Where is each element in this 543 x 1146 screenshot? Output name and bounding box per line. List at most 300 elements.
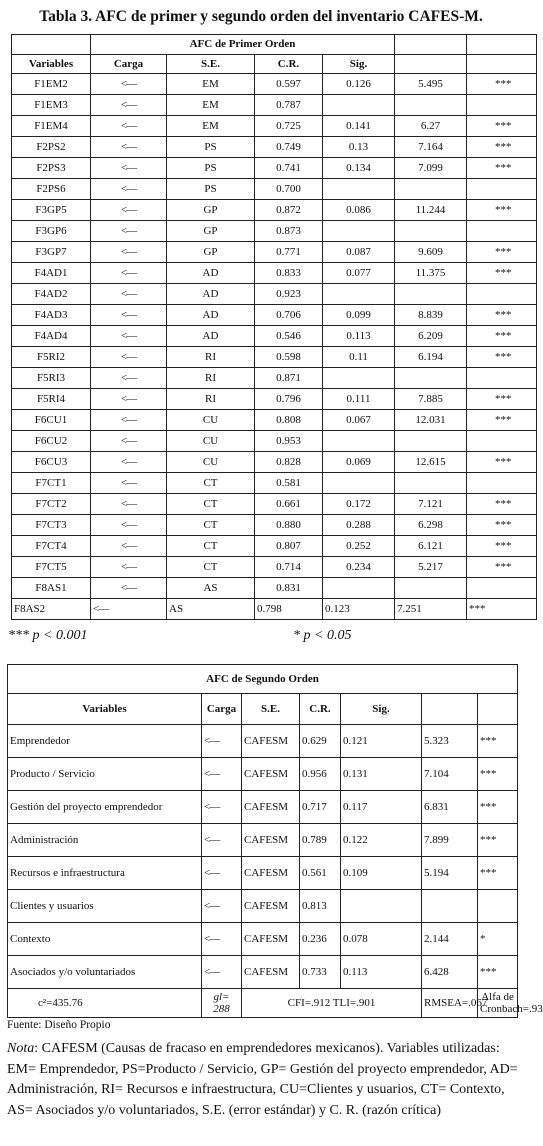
table-cell: F8AS2 [12, 599, 91, 620]
rmsea-value: RMSEA=.067 [422, 989, 478, 1018]
table-cell: 0.561 [300, 857, 341, 890]
table-row [12, 221, 537, 242]
table-cell: 0.288 [323, 515, 395, 536]
table-cell: <— [91, 221, 167, 242]
table-cell: F7CT1 [12, 473, 91, 494]
table-cell: 0.872 [255, 200, 323, 221]
table-cell: <— [91, 158, 167, 179]
table-cell: 6.298 [395, 515, 467, 536]
table-cell: *** [467, 410, 537, 431]
table-cell: 0.141 [323, 116, 395, 137]
table-cell: 0.11 [323, 347, 395, 368]
table-cell: <— [91, 431, 167, 452]
table-cell: 5.194 [422, 857, 478, 890]
table-row [12, 116, 537, 137]
table-cell: 0.831 [255, 578, 323, 599]
table-cell: 0.661 [255, 494, 323, 515]
table-cell: F3GP6 [12, 221, 91, 242]
table-cell: 0.122 [341, 824, 422, 857]
table-cell: 7.251 [395, 599, 467, 620]
table-cell [467, 95, 537, 116]
table-cell: F1EM2 [12, 74, 91, 95]
table-cell [323, 284, 395, 305]
table-cell: 7.885 [395, 389, 467, 410]
table-cell: *** [467, 158, 537, 179]
table-cell: <— [202, 791, 242, 824]
table-cell: F6CU2 [12, 431, 91, 452]
table-row [12, 494, 537, 515]
table-cell: F5RI4 [12, 389, 91, 410]
table-cell: <— [91, 263, 167, 284]
table-cell: EM [167, 95, 255, 116]
table-cell: 6.209 [395, 326, 467, 347]
table-cell: 0.880 [255, 515, 323, 536]
table-cell: *** [467, 515, 537, 536]
table-cell [395, 368, 467, 389]
table-cell: Administración [8, 824, 202, 857]
table-cell [395, 179, 467, 200]
second-order-group-header: AFC de Segundo Orden [8, 665, 518, 694]
table-row [12, 536, 537, 557]
table-cell: <— [91, 305, 167, 326]
table-cell: <— [202, 725, 242, 758]
table-cell: F2PS3 [12, 158, 91, 179]
note-p001: *** p < 0.001 [8, 628, 88, 643]
table-cell: 0.749 [255, 137, 323, 158]
table-cell: F3GP7 [12, 242, 91, 263]
table-cell: *** [478, 725, 518, 758]
table-cell: 0.581 [255, 473, 323, 494]
table-cell [395, 473, 467, 494]
table-row [8, 857, 518, 890]
table-cell: RI [167, 389, 255, 410]
table-cell: 0.172 [323, 494, 395, 515]
table-cell: CAFESM [242, 956, 300, 989]
table-cell: 0.086 [323, 200, 395, 221]
table-cell: CAFESM [242, 890, 300, 923]
table-cell: <— [91, 368, 167, 389]
table-row [12, 305, 537, 326]
table-cell: 0.126 [323, 74, 395, 95]
header-sig: Sig. [323, 55, 395, 74]
table-cell: 0.733 [300, 956, 341, 989]
table-cell: F5RI3 [12, 368, 91, 389]
table-cell: 0.787 [255, 95, 323, 116]
table-cell: 0.077 [323, 263, 395, 284]
table-cell: 0.706 [255, 305, 323, 326]
table-cell: Recursos e infraestructura [8, 857, 202, 890]
table-cell [323, 473, 395, 494]
table-cell [467, 431, 537, 452]
table-cell: 0.771 [255, 242, 323, 263]
table-cell [323, 221, 395, 242]
table-cell: 0.828 [255, 452, 323, 473]
table-cell: 0.236 [300, 923, 341, 956]
table-row [8, 791, 518, 824]
table-row [8, 725, 518, 758]
table-cell: 0.629 [300, 725, 341, 758]
table-cell: F2PS2 [12, 137, 91, 158]
table-cell: 0.121 [341, 725, 422, 758]
table-cell: 0.111 [323, 389, 395, 410]
table-cell: 0.134 [323, 158, 395, 179]
table-cell: F5RI2 [12, 347, 91, 368]
table-cell: <— [91, 326, 167, 347]
table-row [12, 158, 537, 179]
table-cell: 0.099 [323, 305, 395, 326]
table-cell: <— [202, 890, 242, 923]
table-cell: <— [91, 578, 167, 599]
table-cell: CT [167, 494, 255, 515]
table-cell: <— [91, 74, 167, 95]
second-order-group-header-row [8, 665, 518, 694]
table-cell: 0.956 [300, 758, 341, 791]
table-cell: CU [167, 452, 255, 473]
table-cell: Emprendedor [8, 725, 202, 758]
table-cell: *** [467, 263, 537, 284]
table-cell: <— [91, 473, 167, 494]
header-cr: C.R. [300, 694, 341, 725]
table-cell: RI [167, 368, 255, 389]
table-cell: Gestión del proyecto emprendedor [8, 791, 202, 824]
header-variables: Variables [12, 55, 91, 74]
note-p05: * p < 0.05 [293, 628, 352, 643]
table-cell: CAFESM [242, 824, 300, 857]
table-cell: 7.899 [422, 824, 478, 857]
table-cell: *** [467, 200, 537, 221]
first-order-table [11, 34, 537, 620]
table-cell: F4AD4 [12, 326, 91, 347]
table-cell: 12.031 [395, 410, 467, 431]
table-cell: 0.871 [255, 368, 323, 389]
second-order-header-row [8, 694, 518, 725]
table-cell: 0.109 [341, 857, 422, 890]
table-cell: <— [91, 95, 167, 116]
table-cell: CT [167, 557, 255, 578]
table-cell [395, 578, 467, 599]
table-cell: CAFESM [242, 923, 300, 956]
table-cell: 11.244 [395, 200, 467, 221]
table-cell: 0.131 [341, 758, 422, 791]
table-cell: <— [202, 857, 242, 890]
table-cell: <— [91, 389, 167, 410]
table-cell [323, 578, 395, 599]
table-cell: *** [478, 791, 518, 824]
source-note: Fuente: Diseño Propio [7, 1019, 111, 1031]
table-cell [467, 368, 537, 389]
table-cell [467, 179, 537, 200]
table-cell: 0.069 [323, 452, 395, 473]
table-cell: 12.615 [395, 452, 467, 473]
header-cr: C.R. [255, 55, 323, 74]
table-cell: F7CT2 [12, 494, 91, 515]
table-cell: AD [167, 305, 255, 326]
table-cell: AD [167, 326, 255, 347]
table-row [12, 242, 537, 263]
table-cell [395, 221, 467, 242]
table-row [12, 137, 537, 158]
table-cell: <— [91, 515, 167, 536]
table-cell: *** [467, 536, 537, 557]
table-cell [323, 431, 395, 452]
table-title: Tabla 3. AFC de primer y segundo orden del inventario CAFES-M. [39, 8, 483, 25]
table-cell: <— [91, 494, 167, 515]
table-cell: F6CU1 [12, 410, 91, 431]
first-order-group-header: AFC de Primer Orden [91, 35, 395, 55]
table-row [8, 890, 518, 923]
table-cell: *** [467, 116, 537, 137]
table-cell: Clientes y usuarios [8, 890, 202, 923]
table-cell: 6.194 [395, 347, 467, 368]
table-cell: AD [167, 263, 255, 284]
table-cell: F6CU3 [12, 452, 91, 473]
note-text: : CAFESM (Causas de fracaso en emprendedores mexicanos). Variables utilizadas: EM= Emprendedor, PS=Producto / Servicio, GP= Gestión del proyecto emprendedor, AD= Administración, RI= Recursos e infraestructura, CU=Clientes y usuarios, CT= Contexto, AS= Asociados y/o voluntariados, S.E. (error estándar) y C. R. (razón crítica) [7, 1041, 518, 1118]
table-cell: <— [202, 923, 242, 956]
header-se: S.E. [242, 694, 300, 725]
table-cell: CAFESM [242, 758, 300, 791]
table-row [12, 179, 537, 200]
table-cell: <— [91, 536, 167, 557]
table-cell: 0.741 [255, 158, 323, 179]
fit-indices-row [8, 989, 518, 1018]
table-cell: 0.798 [255, 599, 323, 620]
table-row [12, 263, 537, 284]
table-cell: 0.087 [323, 242, 395, 263]
table-row [12, 389, 537, 410]
table-cell: 9.609 [395, 242, 467, 263]
table-cell: AS [167, 599, 255, 620]
table-cell: 6.121 [395, 536, 467, 557]
table-row [12, 326, 537, 347]
table-row [12, 452, 537, 473]
table-cell: <— [91, 599, 167, 620]
first-order-group-header-row [12, 35, 537, 55]
table-cell: CAFESM [242, 725, 300, 758]
table-cell: AD [167, 284, 255, 305]
table-cell: 0.725 [255, 116, 323, 137]
table-cell: 11.375 [395, 263, 467, 284]
table-cell: 0.796 [255, 389, 323, 410]
table-cell [467, 221, 537, 242]
table-cell: F4AD3 [12, 305, 91, 326]
header-variables: Variables [8, 694, 202, 725]
table-cell: Asociados y/o voluntariados [8, 956, 202, 989]
table-cell [323, 368, 395, 389]
table-cell: <— [91, 179, 167, 200]
table-cell: *** [478, 956, 518, 989]
table-cell: *** [467, 347, 537, 368]
table-cell: 0.546 [255, 326, 323, 347]
table-cell: <— [91, 284, 167, 305]
table-cell: CAFESM [242, 791, 300, 824]
table-cell: F2PS6 [12, 179, 91, 200]
table-cell: 6.428 [422, 956, 478, 989]
table-cell: 5.323 [422, 725, 478, 758]
table-cell: 0.808 [255, 410, 323, 431]
first-order-header-row [12, 55, 537, 74]
table-cell: CAFESM [242, 857, 300, 890]
table-cell: *** [478, 824, 518, 857]
table-cell: 0.123 [323, 599, 395, 620]
table-cell: 0.598 [255, 347, 323, 368]
table-cell: <— [91, 557, 167, 578]
table-cell: <— [91, 116, 167, 137]
table-cell [422, 890, 478, 923]
table-cell: 0.234 [323, 557, 395, 578]
table-cell: CT [167, 515, 255, 536]
table-cell: EM [167, 74, 255, 95]
table-cell: 7.121 [395, 494, 467, 515]
table-row [12, 578, 537, 599]
table-cell: F7CT3 [12, 515, 91, 536]
cfi-tli-values: CFI=.912 TLI=.901 [242, 989, 422, 1018]
table-cell: 7.164 [395, 137, 467, 158]
table-cell [395, 95, 467, 116]
table-cell: 0.833 [255, 263, 323, 284]
table-cell: 0.13 [323, 137, 395, 158]
table-cell: *** [467, 137, 537, 158]
table-row [8, 824, 518, 857]
table-cell: 7.104 [422, 758, 478, 791]
table-row [12, 431, 537, 452]
table-row [12, 200, 537, 221]
table-cell: <— [91, 200, 167, 221]
table-row [12, 368, 537, 389]
table-cell: GP [167, 200, 255, 221]
table-cell: * [478, 923, 518, 956]
table-cell [395, 284, 467, 305]
second-order-table [7, 664, 543, 1018]
table-cell: PS [167, 179, 255, 200]
table-cell: RI [167, 347, 255, 368]
table-cell: 2.144 [422, 923, 478, 956]
table-cell: 7.099 [395, 158, 467, 179]
table-cell: <— [91, 452, 167, 473]
table-cell: GP [167, 242, 255, 263]
table-cell: *** [467, 452, 537, 473]
table-cell: *** [467, 494, 537, 515]
table-cell: *** [467, 326, 537, 347]
table-cell: <— [202, 956, 242, 989]
table-row [12, 95, 537, 116]
table-cell: Contexto [8, 923, 202, 956]
table-cell: PS [167, 158, 255, 179]
table-cell: <— [202, 824, 242, 857]
table-cell: 8.839 [395, 305, 467, 326]
chi-square-value: c²=435.76 [8, 989, 202, 1018]
table-cell: <— [91, 137, 167, 158]
table-cell: 0.789 [300, 824, 341, 857]
table-cell [467, 284, 537, 305]
table-cell: CU [167, 431, 255, 452]
cronbach-alpha: Alfa de Cronbach=.93 [478, 989, 518, 1018]
table-cell: 5.495 [395, 74, 467, 95]
table-cell: F7CT4 [12, 536, 91, 557]
table-cell: *** [467, 242, 537, 263]
table-cell: CU [167, 410, 255, 431]
table-cell: <— [91, 242, 167, 263]
table-cell: 0.714 [255, 557, 323, 578]
table-cell: GP [167, 221, 255, 242]
table-cell: 0.067 [323, 410, 395, 431]
table-cell: AS [167, 578, 255, 599]
table-cell: 0.113 [341, 956, 422, 989]
table-cell: PS [167, 137, 255, 158]
table-cell: <— [202, 758, 242, 791]
table-cell [323, 179, 395, 200]
degrees-of-freedom: gl= 288 [202, 989, 242, 1018]
table-cell [467, 578, 537, 599]
table-note [7, 1039, 519, 1121]
table-cell: F3GP5 [12, 200, 91, 221]
table-cell: F1EM3 [12, 95, 91, 116]
table-cell: *** [467, 599, 537, 620]
table-cell: CT [167, 473, 255, 494]
table-cell: F1EM4 [12, 116, 91, 137]
header-carga: Carga [91, 55, 167, 74]
table-cell: F8AS1 [12, 578, 91, 599]
note-label: Nota [7, 1041, 35, 1056]
table-cell: Producto / Servicio [8, 758, 202, 791]
table-cell [395, 431, 467, 452]
table-cell: *** [467, 305, 537, 326]
table-cell: 6.27 [395, 116, 467, 137]
table-cell: 0.597 [255, 74, 323, 95]
table-cell: <— [91, 410, 167, 431]
table-row [12, 473, 537, 494]
table-cell: 0.813 [300, 890, 341, 923]
table-row [12, 599, 537, 620]
table-row [8, 923, 518, 956]
table-cell: 6.831 [422, 791, 478, 824]
table-cell [467, 473, 537, 494]
header-sig: Sig. [341, 694, 422, 725]
table-cell: 0.953 [255, 431, 323, 452]
table-cell: EM [167, 116, 255, 137]
table-cell: *** [467, 74, 537, 95]
table-cell: <— [91, 347, 167, 368]
table-cell: 0.252 [323, 536, 395, 557]
table-cell: 0.923 [255, 284, 323, 305]
table-cell: 0.113 [323, 326, 395, 347]
table-cell: 5.217 [395, 557, 467, 578]
table-cell: *** [467, 389, 537, 410]
table-cell: 0.700 [255, 179, 323, 200]
table-cell [323, 95, 395, 116]
table-row [12, 410, 537, 431]
table-row [8, 758, 518, 791]
table-cell: *** [478, 758, 518, 791]
table-row [8, 956, 518, 989]
table-cell [341, 890, 422, 923]
table-cell: F4AD2 [12, 284, 91, 305]
table-cell: *** [478, 857, 518, 890]
table-row [12, 347, 537, 368]
header-se: S.E. [167, 55, 255, 74]
table-cell: *** [467, 557, 537, 578]
table-cell: 0.807 [255, 536, 323, 557]
table-cell: 0.117 [341, 791, 422, 824]
table-cell: 0.873 [255, 221, 323, 242]
header-carga: Carga [202, 694, 242, 725]
table-row [12, 515, 537, 536]
table-cell: 0.078 [341, 923, 422, 956]
table-row [12, 284, 537, 305]
table-row [12, 557, 537, 578]
table-row [12, 74, 537, 95]
table-cell: F4AD1 [12, 263, 91, 284]
table-cell: CT [167, 536, 255, 557]
